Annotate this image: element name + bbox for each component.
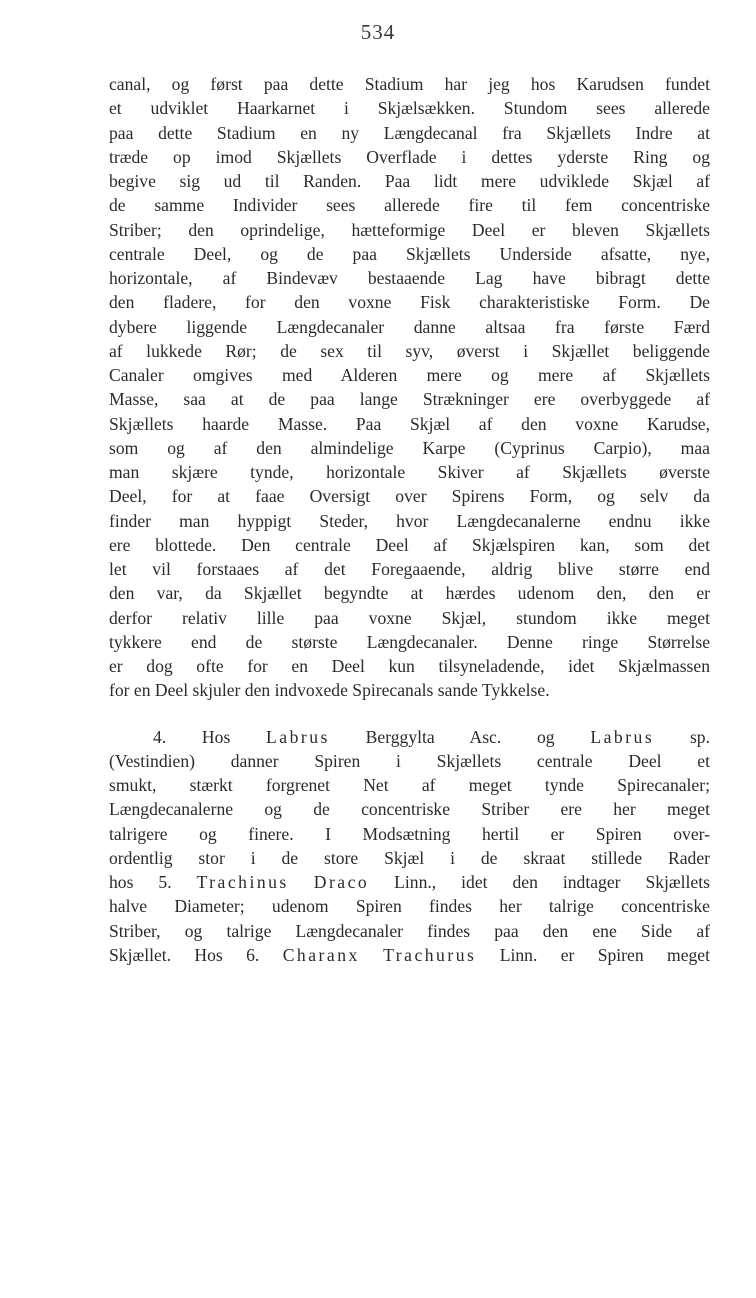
- text-line: den fladere, for den voxne Fisk charakteristiske Form. De: [109, 292, 710, 313]
- text-line: Canaler omgives med Alderen mere og mere af Skjællets: [109, 365, 710, 385]
- text-line: horizontale, af Bindevæv bestaaende Lag have bibragt dette: [109, 268, 710, 288]
- text-fragment: hos 5.: [109, 872, 172, 892]
- text-body: [109, 72, 710, 967]
- text-line: talrigere og finere. I Modsætning hertil er Spiren over-: [109, 823, 710, 844]
- author-text: Asc. og: [469, 726, 555, 747]
- species-genus: Charanx: [282, 944, 360, 965]
- paragraph-gap: [109, 703, 710, 725]
- paragraph-2: [109, 725, 710, 968]
- text-fragment: Linn., idet den indtager Skjællets: [394, 872, 710, 892]
- text-line: Skjællets haarde Masse. Paa Skjæl af den voxne Karudse,: [109, 413, 710, 434]
- species-name: Berggylta: [365, 726, 435, 747]
- text-line: Striber; den oprindelige, hætteformige Deel er bleven Skjællets: [109, 219, 710, 240]
- text-line: man skjære tynde, horizontale Skiver af Skjællets øverste: [109, 462, 710, 482]
- text-line: halve Diameter; udenom Spiren findes her talrige concentriske: [109, 896, 710, 917]
- text-line: paa dette Stadium en ny Længdecanal fra Skjællets Indre at: [109, 122, 710, 143]
- text-line: Længdecanalerne og de concentriske Striber ere her meget: [109, 799, 710, 820]
- text-fragment: Linn. er Spiren meget: [499, 944, 710, 965]
- text-line: centrale Deel, og de paa Skjællets Underside afsatte, nye,: [109, 243, 710, 264]
- text-line: Striber, og talrige Længdecanaler findes paa den ene Side af: [109, 920, 710, 941]
- species-genus: Labrus: [590, 726, 655, 747]
- species-genus: Labrus: [266, 726, 330, 747]
- text-line: den var, da Skjællet begyndte at hærdes udenom den, den er: [109, 583, 710, 604]
- text-line: (Vestindien) danner Spiren i Skjællets centrale Deel et: [109, 750, 710, 771]
- text-line: dybere liggende Længdecanaler danne altsaa fra første Færd: [109, 316, 710, 337]
- text-line: finder man hyppigt Steder, hvor Længdecanalerne endnu ikke: [109, 510, 710, 531]
- species-abbrev: sp.: [689, 726, 710, 747]
- text-line: tykkere end de største Længdecanaler. Denne ringe Størrelse: [109, 631, 710, 652]
- text-line: begive sig ud til Randen. Paa lidt mere udviklede Skjæl af: [109, 171, 710, 191]
- text-line: ere blottede. Den centrale Deel af Skjælspiren kan, som det: [109, 534, 710, 555]
- text-fragment: Skjællet. Hos 6.: [109, 944, 260, 965]
- text-line: Masse, saa at de paa lange Strækninger ere overbyggede af: [109, 389, 710, 410]
- text-line: [109, 725, 710, 749]
- species-name: Draco: [313, 872, 370, 892]
- text-line: et udviklet Haarkarnet i Skjælsækken. Stundom sees allerede: [109, 98, 710, 119]
- section-number: 4. Hos: [153, 726, 231, 747]
- text-line: er dog ofte for en Deel kun tilsyneladende, idet Skjælmassen: [109, 656, 710, 676]
- text-line: de samme Individer sees allerede fire til fem concentriske: [109, 195, 710, 216]
- text-line: for en Deel skjuler den indvoxede Spirecanals sande Tykkelse.: [109, 680, 550, 701]
- text-line: derfor relativ lille paa voxne Skjæl, stundom ikke meget: [109, 607, 710, 628]
- text-line: Deel, for at faae Oversigt over Spirens Form, og selv da: [109, 486, 710, 507]
- species-name: Trachurus: [383, 944, 477, 965]
- text-line: [109, 943, 710, 967]
- text-line: let vil forstaaes af det Foregaaende, aldrig blive større end: [109, 559, 710, 579]
- text-line: canal, og først paa dette Stadium har jeg hos Karudsen fundet: [109, 74, 710, 94]
- text-line: smukt, stærkt forgrenet Net af meget tynde Spirecanaler;: [109, 775, 710, 795]
- text-line: [109, 870, 710, 894]
- species-genus: Trachinus: [196, 872, 289, 892]
- text-line: ordentlig stor i de store Skjæl i de skraat stillede Rader: [109, 847, 710, 868]
- paragraph-1: [109, 72, 710, 703]
- page-number: 534: [360, 20, 396, 44]
- text-line: som og af den almindelige Karpe (Cyprinus Carpio), maa: [109, 437, 710, 458]
- text-line: af lukkede Rør; de sex til syv, øverst i Skjællet beliggende: [109, 340, 710, 361]
- text-line: træde op imod Skjællets Overflade i dettes yderste Ring og: [109, 146, 710, 167]
